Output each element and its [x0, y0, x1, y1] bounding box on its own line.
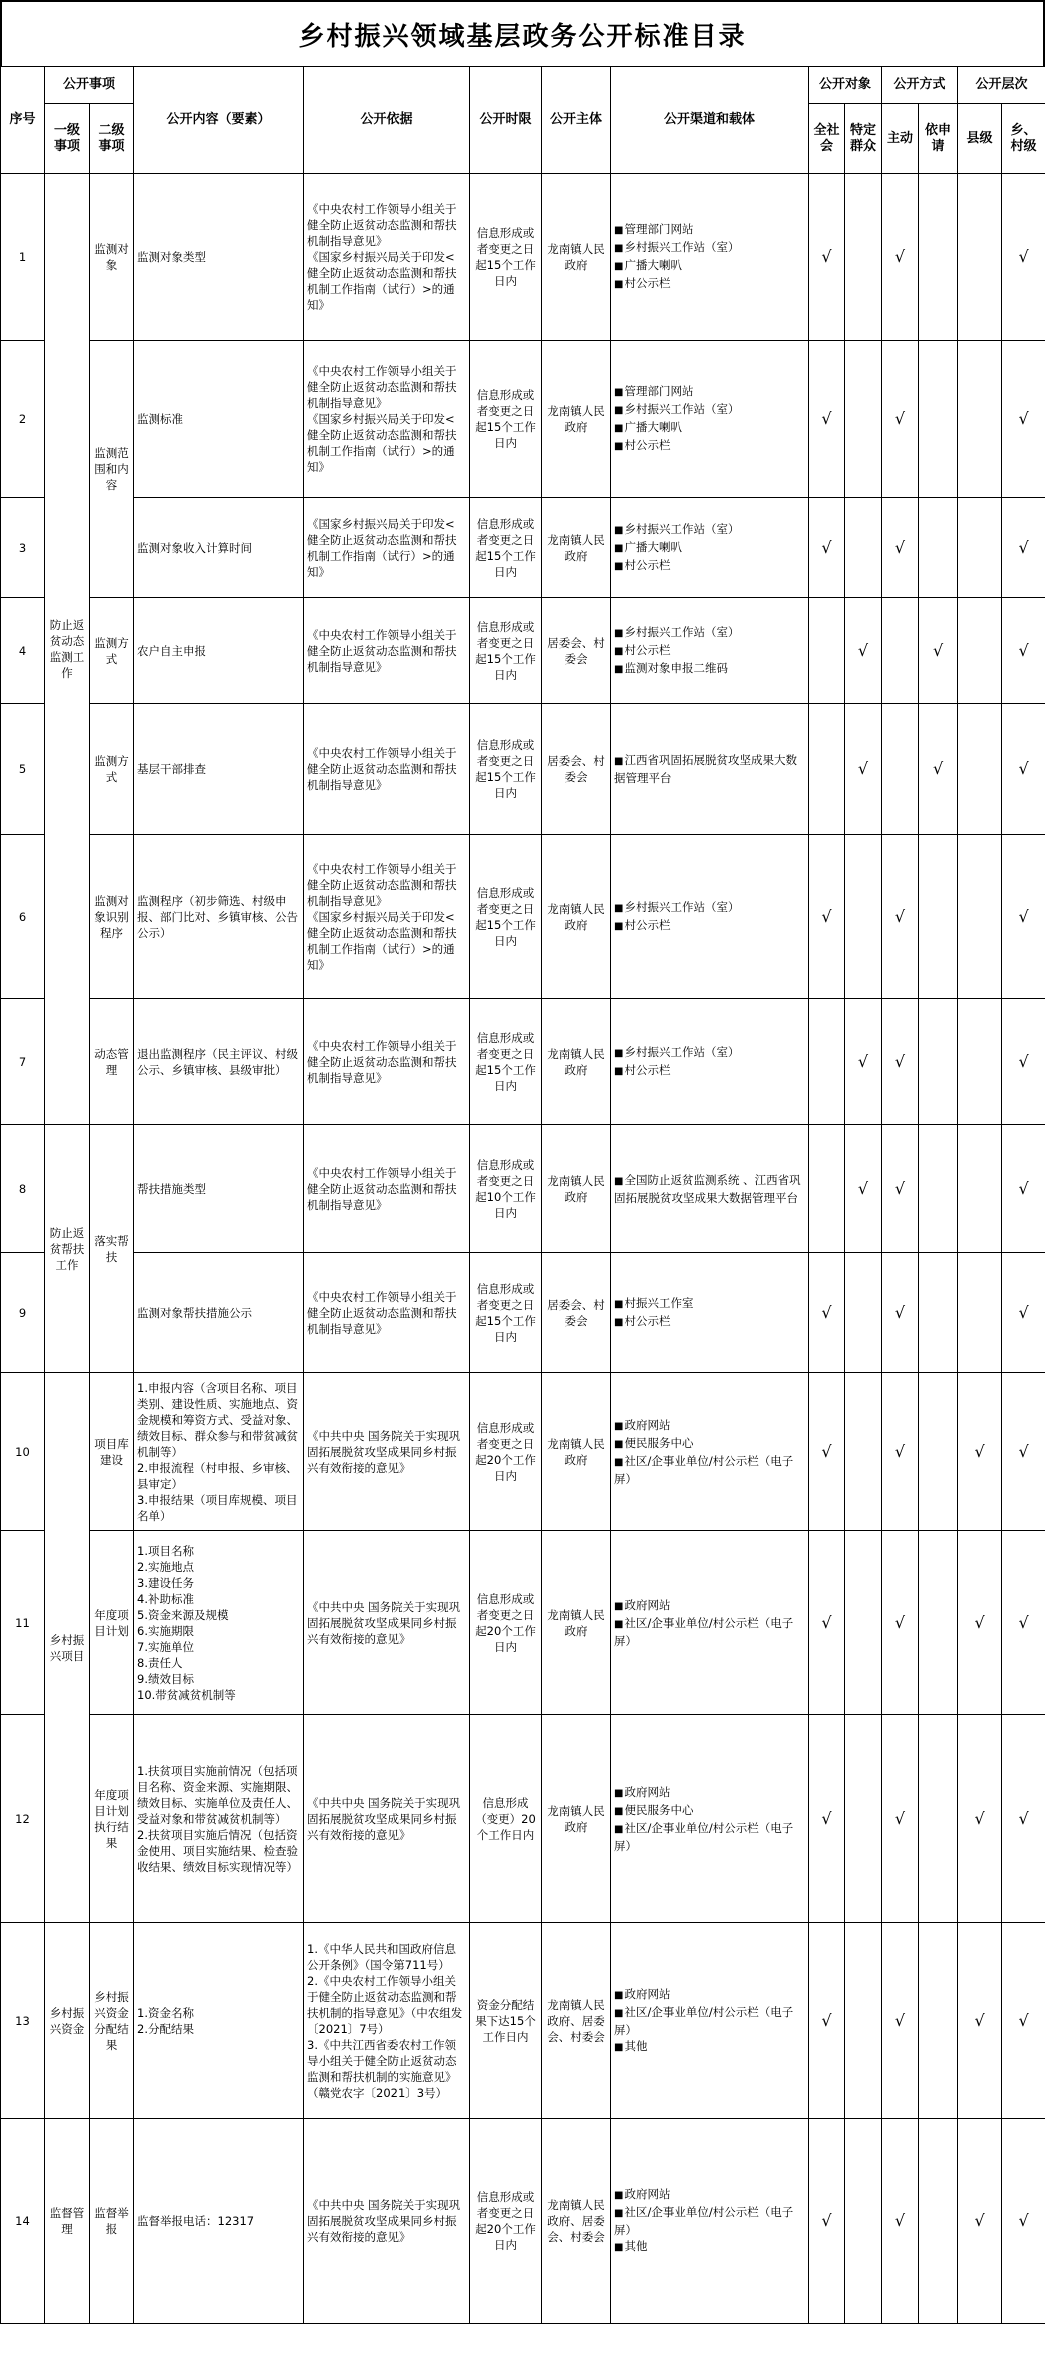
- row-channels: [611, 341, 809, 498]
- row-basis: 《中央农村工作领导小组关于健全防止返贫动态监测和帮扶机制指导意见》 《国家乡村振兴局关于印发<健全防止返贫动态监测和帮扶机制工作指南（试行）>的通知》: [304, 835, 470, 999]
- check-all-society: √: [809, 1531, 845, 1715]
- channel-item: ■ 社区/企事业单位/村公示栏（电子屏）: [614, 2004, 805, 2038]
- check-apply: [919, 2119, 958, 2324]
- row-time: 信息形成或者变更之日起20个工作日内: [470, 1373, 542, 1531]
- channel-item: ■ 其他: [614, 2238, 805, 2256]
- header-mode-active: 主动: [882, 104, 919, 174]
- table-body: [1, 174, 1045, 2324]
- channel-item: ■ 全国防止返贫监测系统 、江西省巩固拓展脱贫攻坚成果大数据管理平台: [614, 1172, 805, 1206]
- channel-item: ■ 政府网站: [614, 1597, 805, 1615]
- level1-item: 乡村振兴项目: [45, 1373, 90, 1923]
- row-subject: 居委会、村委会: [542, 598, 611, 704]
- channel-item: ■ 村振兴工作室: [614, 1295, 805, 1313]
- header-lvl-town: 乡、村级: [1002, 104, 1045, 174]
- table-row: [1, 1923, 1045, 2119]
- table-row: [1, 341, 1045, 498]
- row-seq: 7: [1, 999, 45, 1125]
- table-row: [1, 2119, 1045, 2324]
- check-county: [958, 1253, 1002, 1373]
- row-content: 基层干部排查: [134, 704, 304, 835]
- row-basis: 1.《中华人民共和国政府信息公开条例》（国令第711号） 2.《中央农村工作领导小组关于健全防止返贫动态监测和帮扶机制的指导意见》（中农组发〔2021〕7号） 3.《中共江西省委农村工作领导小组关于健全防止返贫动态监测和帮扶机制的实施意见》（赣党农字〔2021〕3号）: [304, 1923, 470, 2119]
- row-time: 信息形成或者变更之日起15个工作日内: [470, 598, 542, 704]
- row-basis: 《中央农村工作领导小组关于健全防止返贫动态监测和帮扶机制指导意见》 《国家乡村振兴局关于印发<健全防止返贫动态监测和帮扶机制工作指南（试行）>的通知》: [304, 341, 470, 498]
- header-mode: 公开方式: [882, 67, 958, 104]
- channel-item: ■ 江西省巩固拓展脱贫攻坚成果大数据管理平台: [614, 752, 805, 786]
- channel-item: ■ 乡村振兴工作站（室）: [614, 1044, 805, 1062]
- check-apply: [919, 835, 958, 999]
- check-specific-group: √: [845, 704, 882, 835]
- row-channels: [611, 498, 809, 598]
- check-active: √: [882, 835, 919, 999]
- channel-item: ■ 广播大喇叭: [614, 257, 805, 275]
- row-content: 1.资金名称 2.分配结果: [134, 1923, 304, 2119]
- check-active: √: [882, 1531, 919, 1715]
- check-all-society: √: [809, 1715, 845, 1923]
- row-seq: 5: [1, 704, 45, 835]
- level2-item: 年度项目计划执行结果: [90, 1715, 134, 1923]
- channel-item: ■ 管理部门网站: [614, 221, 805, 239]
- channel-item: ■ 村公示栏: [614, 917, 805, 935]
- header-level: 公开层次: [958, 67, 1045, 104]
- row-subject: 龙南镇人民政府、居委会、村委会: [542, 1923, 611, 2119]
- check-county: [958, 999, 1002, 1125]
- channel-item: ■ 其他: [614, 2038, 805, 2056]
- header-obj-all: 全社会: [809, 104, 845, 174]
- row-seq: 10: [1, 1373, 45, 1531]
- header-time: 公开时限: [470, 67, 542, 174]
- row-subject: 龙南镇人民政府: [542, 1125, 611, 1253]
- check-town: √: [1002, 835, 1045, 999]
- row-basis: 《中央农村工作领导小组关于健全防止返贫动态监测和帮扶机制指导意见》 《国家乡村振兴局关于印发<健全防止返贫动态监测和帮扶机制工作指南（试行）>的通知》: [304, 174, 470, 341]
- level2-item: 项目库建设: [90, 1373, 134, 1531]
- level2-item: 动态管理: [90, 999, 134, 1125]
- check-apply: [919, 1531, 958, 1715]
- level2-item: 落实帮扶: [90, 1125, 134, 1373]
- row-time: 信息形成或者变更之日起15个工作日内: [470, 341, 542, 498]
- row-content: 监测程序（初步筛选、村级申报、部门比对、乡镇审核、公告公示）: [134, 835, 304, 999]
- table-row: [1, 704, 1045, 835]
- row-content: 监测对象帮扶措施公示: [134, 1253, 304, 1373]
- table-row: [1, 174, 1045, 341]
- check-county: √: [958, 2119, 1002, 2324]
- row-content: 监测对象收入计算时间: [134, 498, 304, 598]
- row-channels: [611, 704, 809, 835]
- row-basis: 《国家乡村振兴局关于印发<健全防止返贫动态监测和帮扶机制工作指南（试行）>的通知》: [304, 498, 470, 598]
- level1-item: 防止返贫动态监测工作: [45, 174, 90, 1125]
- check-apply: √: [919, 704, 958, 835]
- row-time: 信息形成或者变更之日起15个工作日内: [470, 835, 542, 999]
- channel-item: ■ 村公示栏: [614, 437, 805, 455]
- channel-item: ■ 村公示栏: [614, 557, 805, 575]
- check-apply: [919, 174, 958, 341]
- row-channels: [611, 1125, 809, 1253]
- check-specific-group: [845, 498, 882, 598]
- check-town: √: [1002, 2119, 1045, 2324]
- channel-item: ■ 社区/企事业单位/村公示栏（电子屏）: [614, 1453, 805, 1487]
- header-basis: 公开依据: [304, 67, 470, 174]
- row-channels: [611, 598, 809, 704]
- channel-item: ■ 便民服务中心: [614, 1435, 805, 1453]
- check-county: [958, 174, 1002, 341]
- check-town: √: [1002, 341, 1045, 498]
- check-town: √: [1002, 1373, 1045, 1531]
- row-content: 农户自主申报: [134, 598, 304, 704]
- header-seq: 序号: [1, 67, 45, 174]
- table-row: [1, 1715, 1045, 1923]
- row-seq: 8: [1, 1125, 45, 1253]
- row-seq: 1: [1, 174, 45, 341]
- channel-item: ■ 政府网站: [614, 1784, 805, 1802]
- row-channels: [611, 1715, 809, 1923]
- check-specific-group: [845, 1923, 882, 2119]
- row-subject: 龙南镇人民政府、居委会、村委会: [542, 2119, 611, 2324]
- level2-item: 乡村振兴资金分配结果: [90, 1923, 134, 2119]
- check-town: √: [1002, 1125, 1045, 1253]
- row-content: 1.项目名称 2.实施地点 3.建设任务 4.补助标准 5.资金来源及规模 6.实施期限 7.实施单位 8.责任人 9.绩效目标 10.带贫减贫机制等: [134, 1531, 304, 1715]
- level2-item: 监测对象: [90, 174, 134, 341]
- channel-item: ■ 广播大喇叭: [614, 539, 805, 557]
- check-active: √: [882, 1373, 919, 1531]
- check-all-society: √: [809, 498, 845, 598]
- check-all-society: [809, 704, 845, 835]
- check-apply: [919, 1923, 958, 2119]
- channel-item: ■ 政府网站: [614, 2186, 805, 2204]
- row-subject: 龙南镇人民政府: [542, 999, 611, 1125]
- row-subject: 龙南镇人民政府: [542, 1373, 611, 1531]
- check-specific-group: [845, 341, 882, 498]
- check-active: [882, 598, 919, 704]
- header-object: 公开对象: [809, 67, 882, 104]
- row-content: 监督举报电话：12317: [134, 2119, 304, 2324]
- row-channels: [611, 1531, 809, 1715]
- check-all-society: √: [809, 835, 845, 999]
- check-specific-group: [845, 1715, 882, 1923]
- check-active: √: [882, 999, 919, 1125]
- check-county: [958, 498, 1002, 598]
- check-specific-group: [845, 174, 882, 341]
- row-channels: [611, 1373, 809, 1531]
- catalog-table: [0, 66, 1045, 2324]
- channel-item: ■ 监测对象申报二维码: [614, 660, 805, 678]
- check-specific-group: √: [845, 999, 882, 1125]
- row-seq: 3: [1, 498, 45, 598]
- header-matter: 公开事项: [45, 67, 134, 104]
- check-town: √: [1002, 704, 1045, 835]
- row-content: 监测对象类型: [134, 174, 304, 341]
- check-town: √: [1002, 598, 1045, 704]
- channel-item: ■ 村公示栏: [614, 642, 805, 660]
- check-town: √: [1002, 1923, 1045, 2119]
- row-seq: 14: [1, 2119, 45, 2324]
- table-row: [1, 999, 1045, 1125]
- check-apply: [919, 1253, 958, 1373]
- level2-item: 年度项目计划: [90, 1531, 134, 1715]
- row-subject: 居委会、村委会: [542, 704, 611, 835]
- check-all-society: √: [809, 1373, 845, 1531]
- level1-item: 防止返贫帮扶工作: [45, 1125, 90, 1373]
- check-active: √: [882, 1125, 919, 1253]
- channel-item: ■ 村公示栏: [614, 1313, 805, 1331]
- check-county: [958, 704, 1002, 835]
- level1-item: 监督管理: [45, 2119, 90, 2324]
- check-active: √: [882, 341, 919, 498]
- channel-item: ■ 政府网站: [614, 1986, 805, 2004]
- check-county: [958, 598, 1002, 704]
- check-specific-group: [845, 835, 882, 999]
- check-apply: [919, 341, 958, 498]
- header-subject: 公开主体: [542, 67, 611, 174]
- row-subject: 龙南镇人民政府: [542, 1715, 611, 1923]
- level2-item: 监测方式: [90, 598, 134, 704]
- row-basis: 《中央农村工作领导小组关于健全防止返贫动态监测和帮扶机制指导意见》: [304, 598, 470, 704]
- check-apply: [919, 999, 958, 1125]
- check-apply: √: [919, 598, 958, 704]
- channel-item: ■ 政府网站: [614, 1417, 805, 1435]
- check-specific-group: √: [845, 1125, 882, 1253]
- check-active: √: [882, 1715, 919, 1923]
- row-seq: 4: [1, 598, 45, 704]
- check-active: √: [882, 1253, 919, 1373]
- row-content: 监测标准: [134, 341, 304, 498]
- level2-item: 监测方式: [90, 704, 134, 835]
- check-active: √: [882, 2119, 919, 2324]
- check-town: √: [1002, 1715, 1045, 1923]
- channel-item: ■ 社区/企事业单位/村公示栏（电子屏）: [614, 2204, 805, 2238]
- header-lvl-county: 县级: [958, 104, 1002, 174]
- row-channels: [611, 2119, 809, 2324]
- row-channels: [611, 999, 809, 1125]
- row-basis: 《中共中央 国务院关于实现巩固拓展脱贫攻坚成果同乡村振兴有效衔接的意见》: [304, 1531, 470, 1715]
- row-time: 信息形成或者变更之日起20个工作日内: [470, 1531, 542, 1715]
- row-channels: [611, 1923, 809, 2119]
- check-active: [882, 704, 919, 835]
- row-time: 信息形成或者变更之日起15个工作日内: [470, 1253, 542, 1373]
- check-town: √: [1002, 999, 1045, 1125]
- check-active: √: [882, 1923, 919, 2119]
- check-apply: [919, 1715, 958, 1923]
- check-county: √: [958, 1923, 1002, 2119]
- channel-item: ■ 乡村振兴工作站（室）: [614, 239, 805, 257]
- channel-item: ■ 社区/企事业单位/村公示栏（电子屏）: [614, 1820, 805, 1854]
- row-basis: 《中央农村工作领导小组关于健全防止返贫动态监测和帮扶机制指导意见》: [304, 704, 470, 835]
- check-specific-group: [845, 1373, 882, 1531]
- check-active: √: [882, 498, 919, 598]
- table-row: [1, 835, 1045, 999]
- check-active: √: [882, 174, 919, 341]
- check-specific-group: [845, 1253, 882, 1373]
- check-all-society: √: [809, 1923, 845, 2119]
- check-county: √: [958, 1531, 1002, 1715]
- check-specific-group: [845, 1531, 882, 1715]
- channel-item: ■ 管理部门网站: [614, 383, 805, 401]
- row-seq: 6: [1, 835, 45, 999]
- check-county: [958, 835, 1002, 999]
- header-channel: 公开渠道和载体: [611, 67, 809, 174]
- row-content: 1.扶贫项目实施前情况（包括项目名称、资金来源、实施期限、绩效目标、实施单位及责任人、受益对象和带贫减贫机制等） 2.扶贫项目实施后情况（包括资金使用、项目实施结果、检查验收结果、绩效目标实现情况等）: [134, 1715, 304, 1923]
- channel-item: ■ 乡村振兴工作站（室）: [614, 401, 805, 419]
- row-seq: 9: [1, 1253, 45, 1373]
- level2-item: 监测对象识别程序: [90, 835, 134, 999]
- header-level1: 一级事项: [45, 104, 90, 174]
- check-apply: [919, 1373, 958, 1531]
- row-content: 1.申报内容（含项目名称、项目类别、建设性质、实施地点、资金规模和筹资方式、受益对象、绩效目标、群众参与和带贫减贫机制等） 2.申报流程（村申报、乡审核、县审定） 3.申报结果（项目库规模、项目名单）: [134, 1373, 304, 1531]
- check-specific-group: √: [845, 598, 882, 704]
- channel-item: ■ 乡村振兴工作站（室）: [614, 521, 805, 539]
- row-content: 退出监测程序（民主评议、村级公示、乡镇审核、县级审批）: [134, 999, 304, 1125]
- channel-item: ■ 村公示栏: [614, 1062, 805, 1080]
- check-apply: [919, 1125, 958, 1253]
- row-channels: [611, 835, 809, 999]
- channel-item: ■ 村公示栏: [614, 275, 805, 293]
- row-subject: 龙南镇人民政府: [542, 174, 611, 341]
- header-mode-apply: 依申请: [919, 104, 958, 174]
- row-basis: 《中共中央 国务院关于实现巩固拓展脱贫攻坚成果同乡村振兴有效衔接的意见》: [304, 1715, 470, 1923]
- check-town: √: [1002, 174, 1045, 341]
- row-subject: 龙南镇人民政府: [542, 341, 611, 498]
- row-basis: 《中共中央 国务院关于实现巩固拓展脱贫攻坚成果同乡村振兴有效衔接的意见》: [304, 1373, 470, 1531]
- row-time: 信息形成或者变更之日起20个工作日内: [470, 2119, 542, 2324]
- row-basis: 《中央农村工作领导小组关于健全防止返贫动态监测和帮扶机制指导意见》: [304, 999, 470, 1125]
- check-town: √: [1002, 1253, 1045, 1373]
- table-row: [1, 598, 1045, 704]
- row-channels: [611, 174, 809, 341]
- row-subject: 龙南镇人民政府: [542, 1531, 611, 1715]
- channel-item: ■ 广播大喇叭: [614, 419, 805, 437]
- level2-item: 监测范围和内容: [90, 341, 134, 598]
- check-county: [958, 341, 1002, 498]
- table-row: [1, 1373, 1045, 1531]
- row-seq: 12: [1, 1715, 45, 1923]
- level1-item: 乡村振兴资金: [45, 1923, 90, 2119]
- level2-item: 监督举报: [90, 2119, 134, 2324]
- check-town: √: [1002, 1531, 1045, 1715]
- document-title: 乡村振兴领域基层政务公开标准目录: [0, 0, 1045, 66]
- row-time: 信息形成（变更）20个工作日内: [470, 1715, 542, 1923]
- row-seq: 11: [1, 1531, 45, 1715]
- check-all-society: √: [809, 2119, 845, 2324]
- row-time: 资金分配结果下达15个工作日内: [470, 1923, 542, 2119]
- channel-item: ■ 乡村振兴工作站（室）: [614, 899, 805, 917]
- row-basis: 《中央农村工作领导小组关于健全防止返贫动态监测和帮扶机制指导意见》: [304, 1253, 470, 1373]
- header-obj-specific: 特定群众: [845, 104, 882, 174]
- row-time: 信息形成或者变更之日起15个工作日内: [470, 498, 542, 598]
- check-all-society: √: [809, 174, 845, 341]
- check-all-society: √: [809, 341, 845, 498]
- check-town: √: [1002, 498, 1045, 598]
- row-content: 帮扶措施类型: [134, 1125, 304, 1253]
- check-county: √: [958, 1373, 1002, 1531]
- row-subject: 龙南镇人民政府: [542, 498, 611, 598]
- row-basis: 《中央农村工作领导小组关于健全防止返贫动态监测和帮扶机制指导意见》: [304, 1125, 470, 1253]
- check-county: √: [958, 1715, 1002, 1923]
- check-all-society: √: [809, 1253, 845, 1373]
- table-row: [1, 1531, 1045, 1715]
- channel-item: ■ 社区/企事业单位/村公示栏（电子屏）: [614, 1615, 805, 1649]
- row-subject: 龙南镇人民政府: [542, 835, 611, 999]
- channel-item: ■ 乡村振兴工作站（室）: [614, 624, 805, 642]
- table-row: [1, 1253, 1045, 1373]
- row-seq: 2: [1, 341, 45, 498]
- channel-item: ■ 便民服务中心: [614, 1802, 805, 1820]
- table-row: [1, 498, 1045, 598]
- check-all-society: [809, 598, 845, 704]
- check-county: [958, 1125, 1002, 1253]
- check-apply: [919, 498, 958, 598]
- row-basis: 《中共中央 国务院关于实现巩固拓展脱贫攻坚成果同乡村振兴有效衔接的意见》: [304, 2119, 470, 2324]
- header-content: 公开内容（要素）: [134, 67, 304, 174]
- row-time: 信息形成或者变更之日起15个工作日内: [470, 704, 542, 835]
- header-level2: 二级事项: [90, 104, 134, 174]
- table-row: [1, 1125, 1045, 1253]
- row-channels: [611, 1253, 809, 1373]
- check-specific-group: [845, 2119, 882, 2324]
- row-subject: 居委会、村委会: [542, 1253, 611, 1373]
- check-all-society: [809, 1125, 845, 1253]
- row-seq: 13: [1, 1923, 45, 2119]
- row-time: 信息形成或者变更之日起10个工作日内: [470, 1125, 542, 1253]
- row-time: 信息形成或者变更之日起15个工作日内: [470, 174, 542, 341]
- check-all-society: [809, 999, 845, 1125]
- row-time: 信息形成或者变更之日起15个工作日内: [470, 999, 542, 1125]
